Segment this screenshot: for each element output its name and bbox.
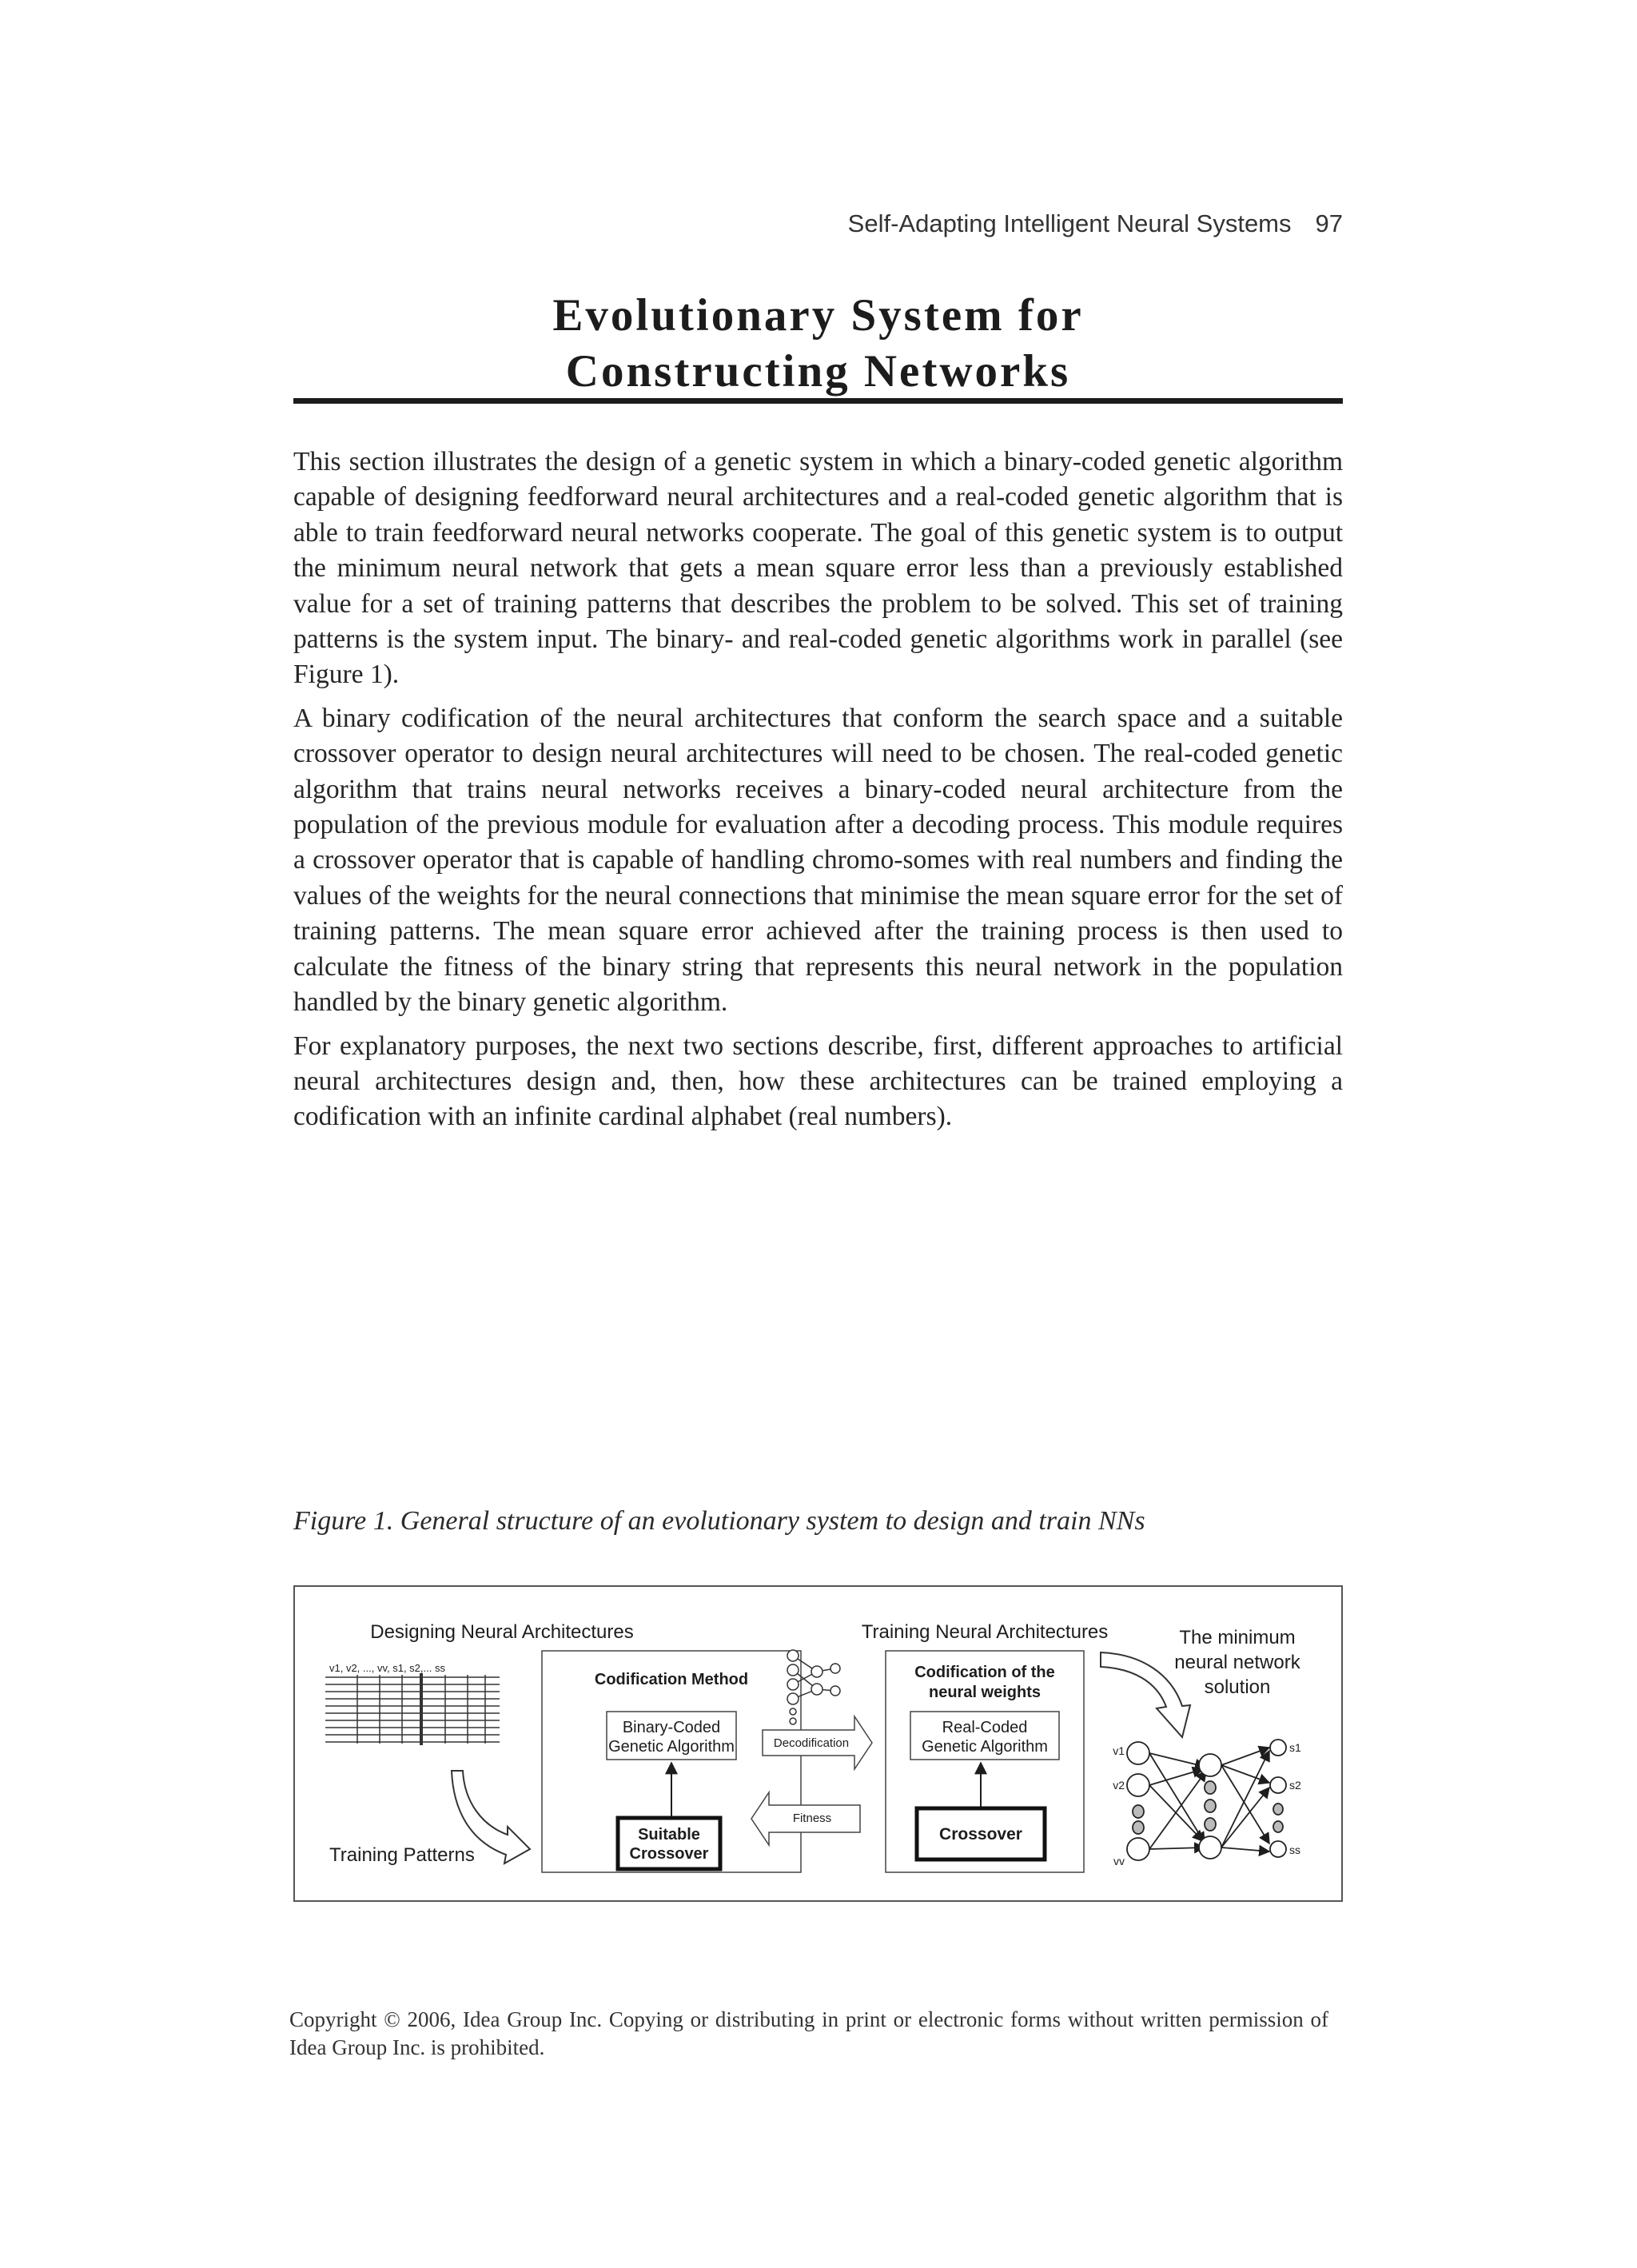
crossover-label: Crossover: [939, 1825, 1022, 1843]
title-rule: [293, 398, 1343, 404]
codification-method: Codification Method: [594, 1671, 749, 1688]
section-title: [293, 288, 1343, 400]
codif-weights-line-2: neural weights: [928, 1684, 1042, 1701]
running-head-title: Self-Adapting Intelligent Neural Systems: [847, 209, 1292, 237]
table-header: v1, v2, ..., vv, s1, s2,... ss: [329, 1662, 445, 1674]
minimum-line-1: The minimum: [1179, 1627, 1296, 1648]
output-label-s1: s1: [1289, 1741, 1301, 1754]
output-label-s2: s2: [1289, 1779, 1301, 1792]
paragraph-2: A binary codification of the neural architectures that conform the search space and a suitable crossover operator to design neural architectures will need to be chosen. The real-coded genetic algorithm that trains neural networks receives a binary-coded neural architecture from the population of the previous module for evaluation after a decoding process. This module requires a crossover operator that is capable of handling chromo-somes with real numbers and finding the values of the weights for the neural connections that minimise the mean square error for the set of training patterns. The mean square error achieved after the training process is then used to calculate the fitness of the binary string that represents this neural network in the population handled by the binary genetic algorithm.: [293, 703, 1343, 1018]
output-network-nodes: [1127, 1740, 1286, 1860]
body-text: [293, 444, 1343, 1143]
section-title-line-1: Evolutionary System for: [552, 290, 1084, 341]
training-pattern-table: [325, 1673, 500, 1745]
running-head: [293, 209, 1343, 238]
label-training: Training Neural Architectures: [861, 1621, 1109, 1643]
binary-ga-line-1: Binary-Coded: [622, 1719, 721, 1736]
label-designing: Designing Neural Architectures: [370, 1621, 634, 1643]
minimum-line-2: neural network: [1174, 1652, 1300, 1673]
figure-1: [293, 1585, 1343, 1902]
figure-diagram: [293, 1585, 1343, 1902]
suitable-crossover-line-1: Suitable: [638, 1826, 700, 1843]
figure-caption: Figure 1. General structure of an evolutionary system to design and train NNs: [293, 1506, 1145, 1536]
input-label-v2: v2: [1113, 1779, 1125, 1792]
input-label-v1: v1: [1113, 1744, 1125, 1757]
section-title-line-2: Constructing Networks: [565, 346, 1071, 397]
copyright-notice: Copyright © 2006, Idea Group Inc. Copying or distributing in print or electronic forms without written permission of Idea Group Inc. is prohibited.: [289, 2007, 1328, 2059]
real-ga-line-1: Real-Coded: [942, 1719, 1028, 1736]
decodification-label: Decodification: [773, 1736, 850, 1750]
suitable-crossover-line-2: Crossover: [629, 1845, 709, 1863]
page-number: 97: [1315, 209, 1343, 237]
output-label-ss: ss: [1289, 1843, 1300, 1856]
real-ga-line-2: Genetic Algorithm: [922, 1738, 1048, 1756]
paragraph-3: For explanatory purposes, the next two sections describe, first, different approaches to artificial neural architectures design and, then, how these architectures can be trained employing a codification with an infinite cardinal alphabet (real numbers).: [293, 1030, 1343, 1132]
small-network-icon: [787, 1650, 840, 1724]
input-label-vv: vv: [1113, 1855, 1125, 1867]
label-training-patterns: Training Patterns: [329, 1844, 475, 1866]
paragraph-1: This section illustrates the design of a genetic system in which a binary-coded genetic algorithm capable of designing feedforward neural architectures and a real-coded genetic algorithm that is able to train feedforward neural networks cooperate. The goal of this genetic system is to output the minimum neural network that gets a mean square error less than a previously established value for a set of training patterns that describes the problem to be solved. This set of training patterns is the system input. The binary- and real-coded genetic algorithms work in parallel (see Figure 1).: [293, 447, 1343, 690]
binary-ga-line-2: Genetic Algorithm: [608, 1738, 735, 1756]
fitness-label: Fitness: [792, 1812, 832, 1825]
minimum-line-3: solution: [1204, 1676, 1271, 1698]
codif-weights-line-1: Codification of the: [914, 1664, 1055, 1681]
